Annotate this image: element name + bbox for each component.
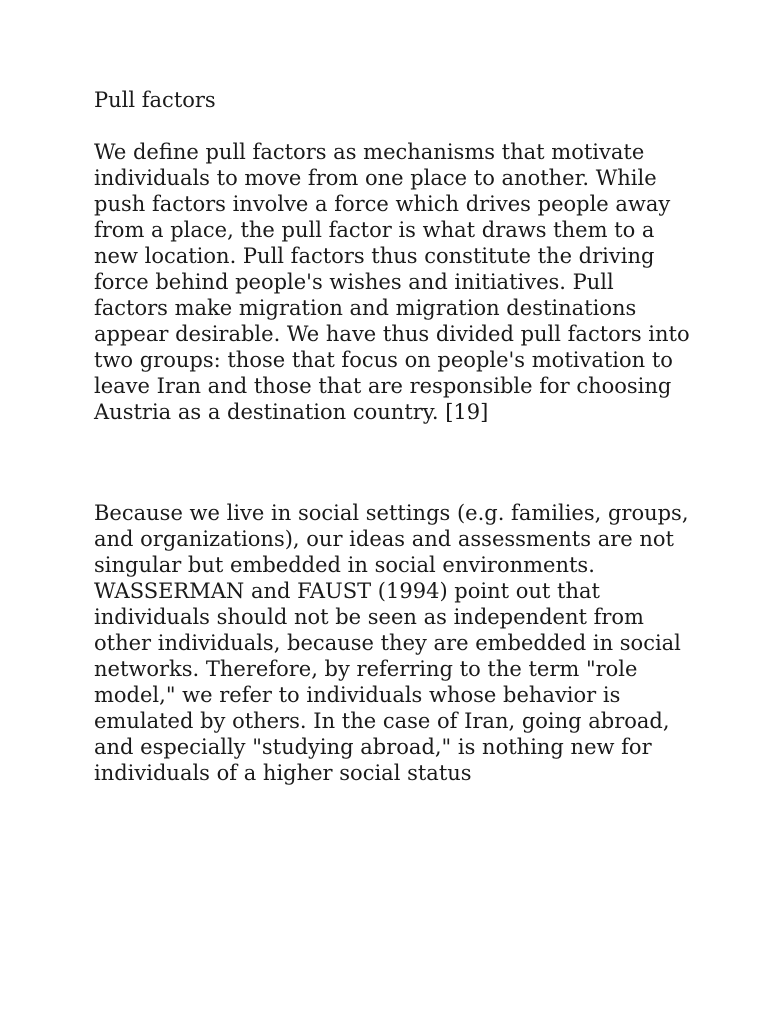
paragraph-pull-factors-definition: We define pull factors as mechanisms that motivate individuals to move from one place to another. While push factors involve a force which drives people away from a place, the pull factor is what draws them to a new location. Pull factors thus constitute the driving force behind people's wishes and initiatives. Pull factors make migration and migration destinations appear desirable. We have thus divided pull factors into two groups: those that focus on people's motivation to leave Iran and those that are responsible for choosing Austria as a destination country. [19] (94, 140, 690, 424)
paragraph-social-settings: Because we live in social settings (e.g. families, groups, and organizations), our ideas and assessments are not singular but embedded in social environments. WASSERMAN and FAUST (1994) point out that individuals should not be seen as independent from other individuals, because they are embedded in social networks. Therefore, by referring to the term "role model," we refer to individuals whose behavior is emulated by others. In the case of Iran, going abroad, and especially "studying abroad," is nothing new for individuals of a higher social status (94, 501, 689, 785)
section-heading: Pull factors (94, 88, 216, 112)
